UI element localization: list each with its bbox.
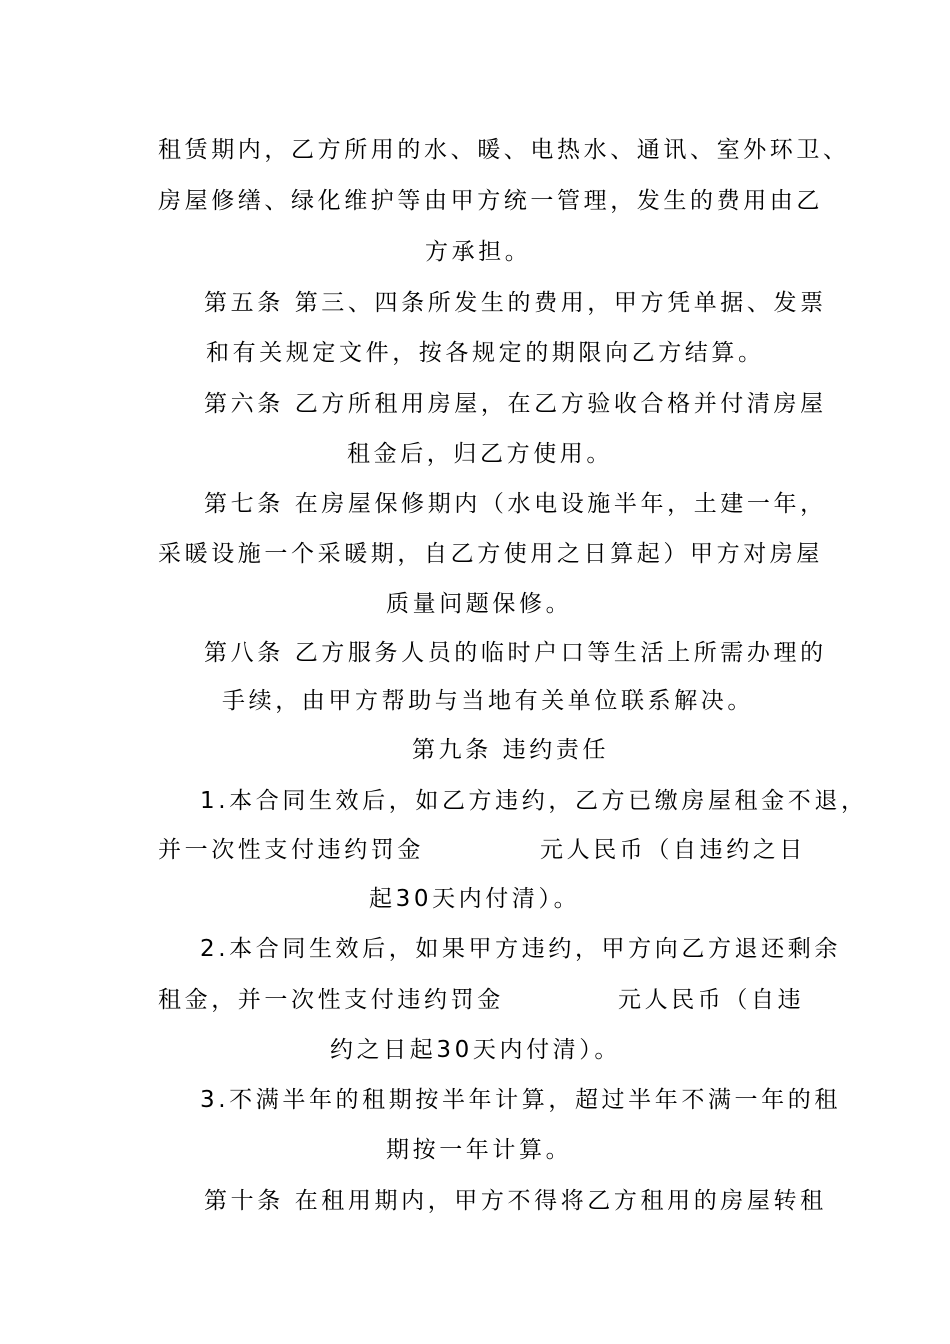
clause-7-line-1: 第七条 在房屋保修期内（水电设施半年，土建一年，	[204, 491, 827, 517]
clause-9-item-2-line-1: 2.本合同生效后，如果甲方违约，甲方向乙方退还剩余	[200, 936, 841, 962]
clause-9-item-1-line-2b: 元人民币（自违约之日	[540, 837, 806, 863]
clause-5-line-2: 和有关规定文件，按各规定的期限向乙方结算。	[206, 340, 765, 366]
clause-9-heading: 第九条 违约责任	[412, 737, 610, 763]
clause-9-item-3-line-1: 3.不满半年的租期按半年计算，超过半年不满一年的租	[200, 1087, 841, 1113]
clause-10-line-1: 第十条 在租用期内，甲方不得将乙方租用的房屋转租	[204, 1188, 827, 1214]
clause-9-item-2-line-2b: 元人民币（自违	[618, 987, 805, 1013]
line-repairs-management: 房屋修缮、绿化维护等由甲方统一管理，发生的费用由乙	[158, 188, 823, 214]
clause-9-item-2-line-2a: 租金，并一次性支付违约罚金	[158, 987, 504, 1013]
clause-6-line-2: 租金后，归乙方使用。	[347, 441, 613, 467]
clause-9-item-2-line-3: 约之日起30天内付清）。	[330, 1037, 621, 1063]
clause-9-item-1-line-1: 1.本合同生效后，如乙方违约，乙方已缴房屋租金不退，	[200, 788, 868, 814]
clause-9-item-1-line-3: 起30天内付清）。	[369, 886, 581, 912]
clause-5-line-1: 第五条 第三、四条所发生的费用，甲方凭单据、发票	[204, 290, 827, 316]
line-party-b-bears: 方承担。	[425, 239, 532, 265]
clause-7-line-2: 采暖设施一个采暖期，自乙方使用之日算起）甲方对房屋	[158, 541, 823, 567]
clause-9-item-1-line-2a: 并一次性支付违约罚金	[158, 837, 424, 863]
clause-8-line-2: 手续，由甲方帮助与当地有关单位联系解决。	[222, 688, 754, 714]
clause-7-line-3: 质量问题保修。	[386, 591, 573, 617]
clause-8-line-1: 第八条 乙方服务人员的临时户口等生活上所需办理的	[204, 640, 827, 666]
clause-9-item-3-line-2: 期按一年计算。	[386, 1137, 573, 1163]
clause-6-line-1: 第六条 乙方所租用房屋，在乙方验收合格并付清房屋	[204, 391, 827, 417]
line-rental-period: 租赁期内，乙方所用的水、暖、电热水、通讯、室外环卫、	[158, 137, 850, 163]
